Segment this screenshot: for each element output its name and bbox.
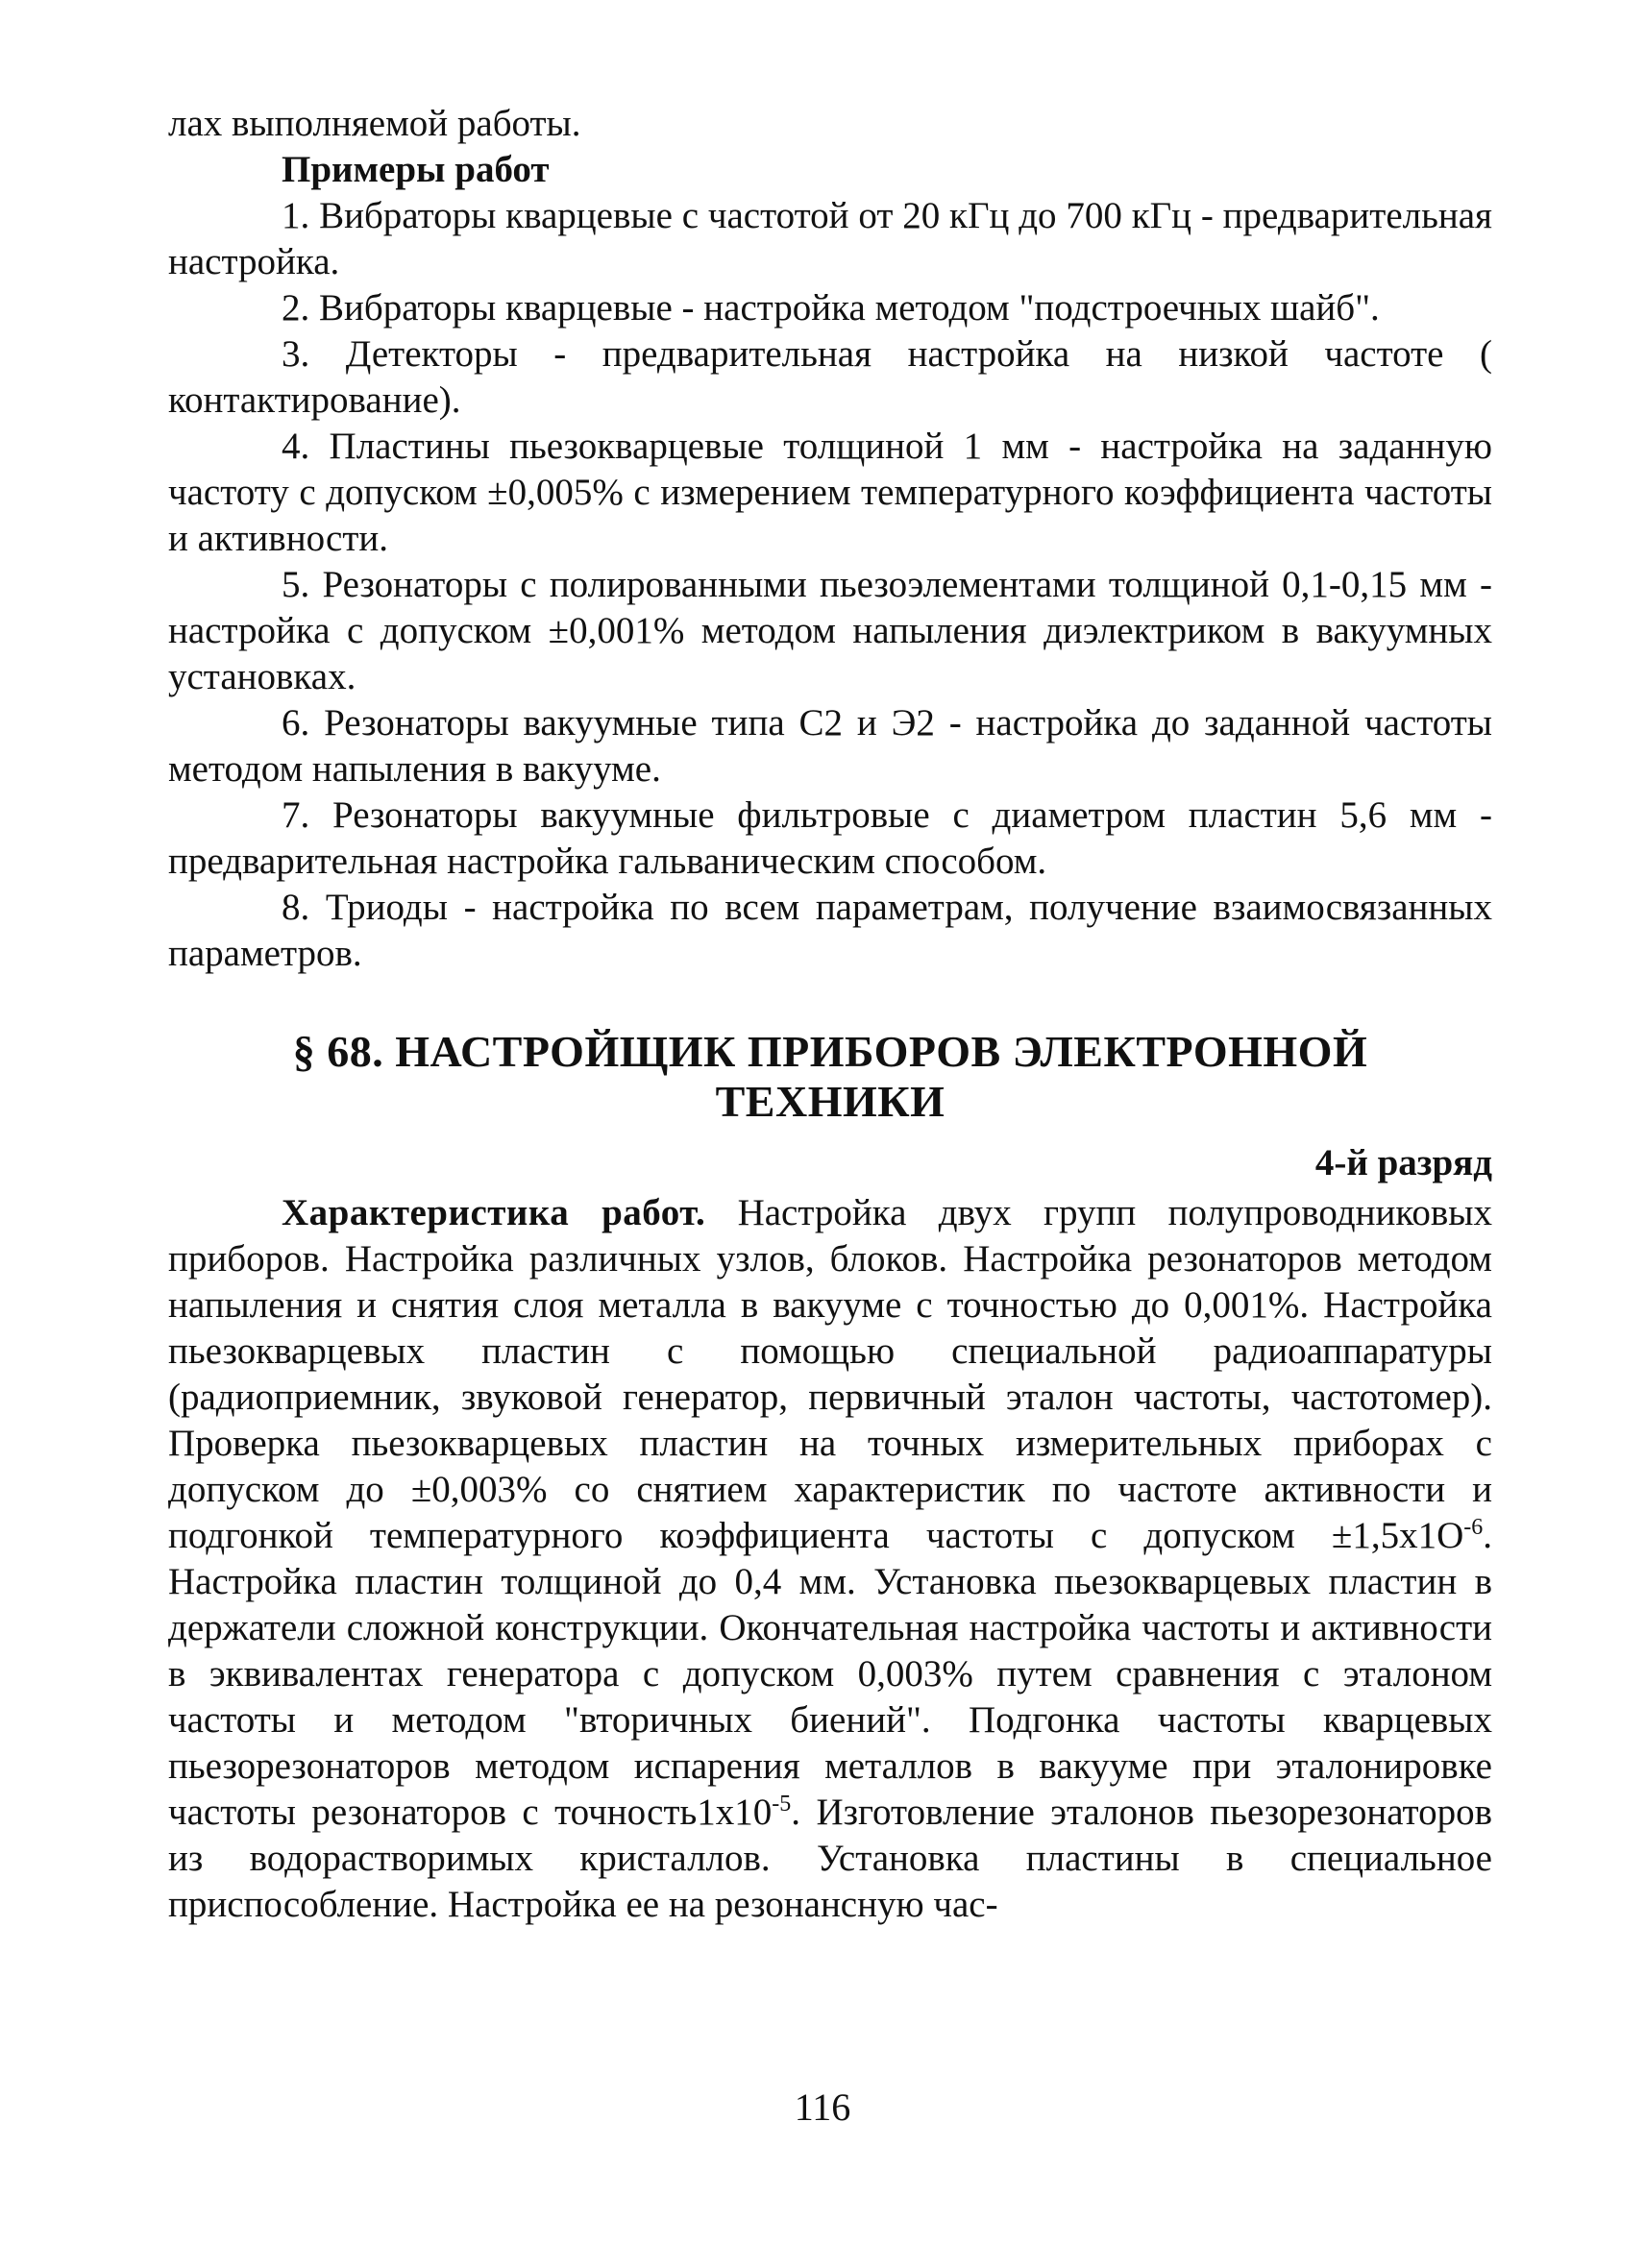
section-heading-line-1: § 68. НАСТРОЙЩИК ПРИБОРОВ ЭЛЕКТРОННОЙ: [292, 1027, 1368, 1076]
page-number: 116: [794, 2085, 851, 2129]
example-item-6: 6. Резонаторы вакуумные типа С2 и Э2 - настройка до заданной частоты методом напыления в вакууме.: [168, 702, 1492, 790]
characteristics-paragraph: [168, 1190, 1492, 1928]
characteristics-text-3: . Изготовление эталонов пьезорезонаторов из водорастворимых кристаллов. Установка пластины в специальное приспособление. Настройка ее на резонансную час-: [168, 1792, 1492, 1925]
characteristics-lead: Характеристика работ.: [282, 1192, 706, 1233]
continuation-text: лах выполняемой работы.: [168, 103, 581, 144]
example-item-7: 7. Резонаторы вакуумные фильтровые с диаметром пластин 5,6 мм - предварительная настройка гальваническим способом.: [168, 794, 1492, 882]
examples-title: Примеры работ: [282, 149, 550, 190]
example-item-2: 2. Вибраторы кварцевые - настройка методом "подстроечных шайб".: [282, 287, 1380, 329]
exponent-2: -5: [772, 1792, 792, 1817]
example-item-8: 8. Триоды - настройка по всем параметрам, получение взаимосвязанных параметров.: [168, 887, 1492, 974]
example-item-5: 5. Резонаторы с полированными пьезоэлементами толщиной 0,1-0,15 мм - настройка с допуском ±0,001% методом напыления диэлектриком в вакуумных установках.: [168, 564, 1492, 697]
example-item-1: 1. Вибраторы кварцевые с частотой от 20 кГц до 700 кГц - предварительная настройка.: [168, 195, 1492, 282]
example-item-3: 3. Детекторы - предварительная настройка на низкой частоте ( контактирование).: [168, 333, 1492, 421]
section-heading: [168, 1027, 1492, 1127]
section-heading-line-2: ТЕХНИКИ: [715, 1077, 945, 1126]
exponent-1: -6: [1463, 1515, 1484, 1540]
example-item-4: 4. Пластины пьезокварцевые толщиной 1 мм - настройка на заданную частоту с допуском ±0,005% с измерением температурного коэффициента частоты и активности.: [168, 426, 1492, 559]
characteristics-text-2: . Настройка пластин толщиной до 0,4 мм. Установка пьезокварцевых пластин в держатели сложной конструкции. Окончательная настройка частоты и активности в эквивалентах генератора с допуском 0,003% путем сравнения с эталоном частоты и методом "вторичных биений". Подгонка частоты кварцевых пьезорезонаторов методом испарения металлов в вакууме при эталонировке частоты резонаторов с точность1x10: [168, 1515, 1492, 1833]
characteristics-text-1: Настройка двух групп полупроводниковых приборов. Настройка различных узлов, блоков. Настройка резонаторов методом напыления и снятия слоя металла в вакууме с точностью до 0,001%. Настройка пьезокварцевых пластин с помощью специальной радиоаппаратуры (радиоприемник, звуковой генератор, первичный эталон частоты, частотомер). Проверка пьезокварцевых пластин на точных измерительных приборах с допуском до ±0,003% со снятием характеристик по частоте активности и подгонкой температурного коэффициента частоты с допуском ±1,5x1O: [168, 1192, 1492, 1556]
text-column: [168, 101, 1492, 1928]
rank-label: 4-й разряд: [1314, 1142, 1492, 1183]
